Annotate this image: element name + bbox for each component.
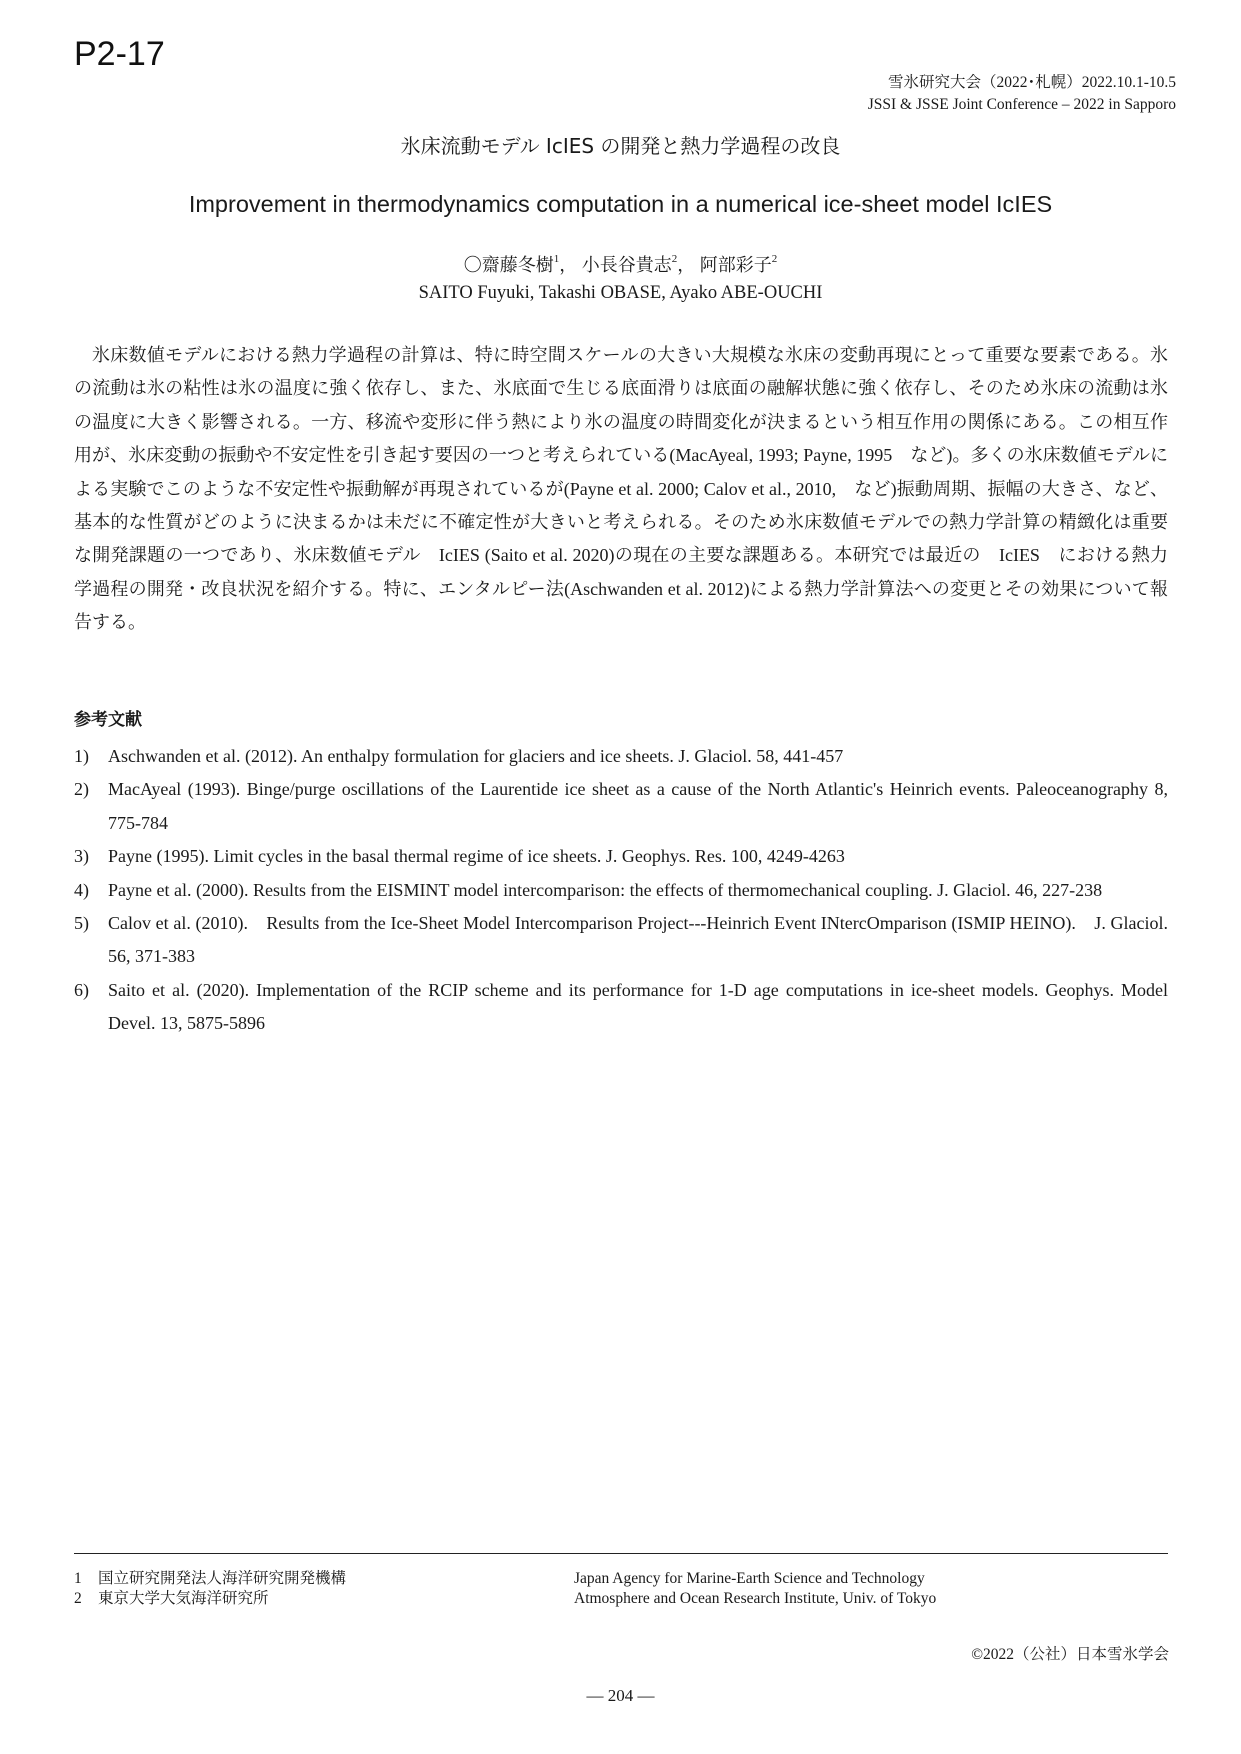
poster-id: P2-17 bbox=[74, 35, 165, 73]
author-2-affiliation: 2 bbox=[671, 253, 678, 265]
authors-japanese bbox=[0, 248, 1241, 278]
reference-number: 5) bbox=[74, 913, 89, 934]
reference-text: Aschwanden et al. (2012). An enthalpy formulation for glaciers and ice sheets. J. Glaciol. 58, 441-457 bbox=[108, 746, 844, 766]
reference-item bbox=[74, 773, 1168, 840]
reference-text: Payne (1995). Limit cycles in the basal thermal regime of ice sheets. J. Geophys. Res. 100, 4249-4263 bbox=[108, 846, 845, 867]
reference-text: MacAyeal (1993). Binge/purge oscillations of the Laurentide ice sheet as a cause of the North Atlantic's Heinrich events. Paleoceanography 8, 775-784 bbox=[108, 779, 1168, 833]
conference-line-ja: 雪氷研究大会（2022･札幌）2022.10.1‑10.5 bbox=[887, 74, 1176, 91]
affiliation-number: 2 bbox=[74, 1590, 82, 1607]
authors-english: SAITO Fuyuki, Takashi OBASE, Ayako ABE-OUCHI bbox=[418, 283, 823, 303]
references-heading: 参考文献 bbox=[74, 710, 142, 730]
copyright-notice: ©2022（公社）日本雪氷学会 bbox=[971, 1646, 1169, 1663]
author-3-name: 阿部彩子 bbox=[699, 255, 772, 275]
affiliation-name-en: Japan Agency for Marine-Earth Science and Technology bbox=[574, 1570, 925, 1587]
reference-list bbox=[74, 740, 1168, 1041]
reference-item bbox=[74, 874, 1168, 907]
author-separator: ， bbox=[559, 255, 578, 275]
reference-number: 4) bbox=[74, 879, 89, 900]
reference-item bbox=[74, 907, 1168, 974]
affiliation-name-en: Atmosphere and Ocean Research Institute, Univ. of Tokyo bbox=[574, 1590, 937, 1607]
reference-item bbox=[74, 840, 1168, 873]
reference-item bbox=[74, 974, 1168, 1041]
reference-text: Calov et al. (2010). Results from the Ice-Sheet Model Intercomparison Project---Heinrich Event INtercOmparison (ISMIP HEINO). J. Glaciol. 56, 371-383 bbox=[108, 913, 1168, 967]
reference-number: 3) bbox=[74, 846, 89, 867]
reference-item bbox=[74, 740, 1168, 773]
author-1-affiliation: 1 bbox=[553, 253, 560, 265]
reference-number: 1) bbox=[74, 746, 89, 766]
conference-line-en: JSSI & JSSE Joint Conference – 2022 in Sapporo bbox=[867, 96, 1176, 113]
author-1-prefix: 〇 bbox=[463, 255, 482, 275]
title-english: Improvement in thermodynamics computation in a numerical ice-sheet model IcIES bbox=[188, 191, 1053, 217]
footnote-divider bbox=[74, 1553, 1168, 1554]
conference-header bbox=[868, 72, 1176, 116]
title-japanese: 氷床流動モデル IcIES の開発と熱力学過程の改良 bbox=[400, 134, 841, 158]
reference-number: 6) bbox=[74, 979, 89, 1000]
reference-number: 2) bbox=[74, 779, 89, 800]
page-number: ― 204 ― bbox=[586, 1686, 655, 1705]
author-separator: ， bbox=[677, 255, 696, 275]
author-3-affiliation: 2 bbox=[771, 253, 778, 265]
affiliation-name-ja: 国立研究開発法人海洋研究開発機構 bbox=[98, 1570, 347, 1587]
author-2-name: 小長谷貴志 bbox=[581, 255, 672, 275]
reference-text: Saito et al. (2020). Implementation of the RCIP scheme and its performance for 1-D age computations in ice-sheet models. Geophys. Model Devel. 13, 5875-5896 bbox=[108, 979, 1168, 1034]
author-1-name: 齋藤冬樹 bbox=[481, 255, 554, 275]
affiliation-number: 1 bbox=[74, 1570, 82, 1587]
affiliation-name-ja: 東京大学大気海洋研究所 bbox=[98, 1590, 269, 1607]
abstract-body: 氷床数値モデルにおける熱力学過程の計算は、特に時空間スケールの大きい大規模な氷床の変動再現にとって重要な要素である。氷の流動は氷の粘性は氷の温度に強く依存し、また、氷底面で生じる底面滑りは底面の融解状態に強く依存し、そのため氷床の流動は氷の温度に大きく影響される。一方、移流や変形に伴う熱により氷の温度の時間変化が決まるという相互作用の関係にある。この相互作用が、氷床変動の振動や不安定性を引き起す要因の一つと考えられている(MacAyeal, 1993; Payne, 1995 など)。多くの氷床数値モデルによる実験でこのような不安定性や振動解が再現されているが(Payne et al. 2000; Calov et al., 2010, など)振動周期、振幅の大きさ、など、基本的な性質がどのように決まるかは未だに不確定性が大きいと考えられる。そのため氷床数値モデルでの熱力学計算の精緻化は重要な開発課題の一つであり、氷床数値モデル IcIES (Saito et al. 2020)の現在の主要な課題ある。本研究では最近の IcIES における熱力学過程の開発・改良状況を紹介する。特に、エンタルピー法(Aschwanden et al. 2012)による熱力学計算法への変更とその効果について報告する。 bbox=[74, 345, 1168, 633]
reference-text: Payne et al. (2000). Results from the EISMINT model intercomparison: the effects of thermomechanical coupling. J. Glaciol. 46, 227-238 bbox=[108, 879, 1103, 900]
